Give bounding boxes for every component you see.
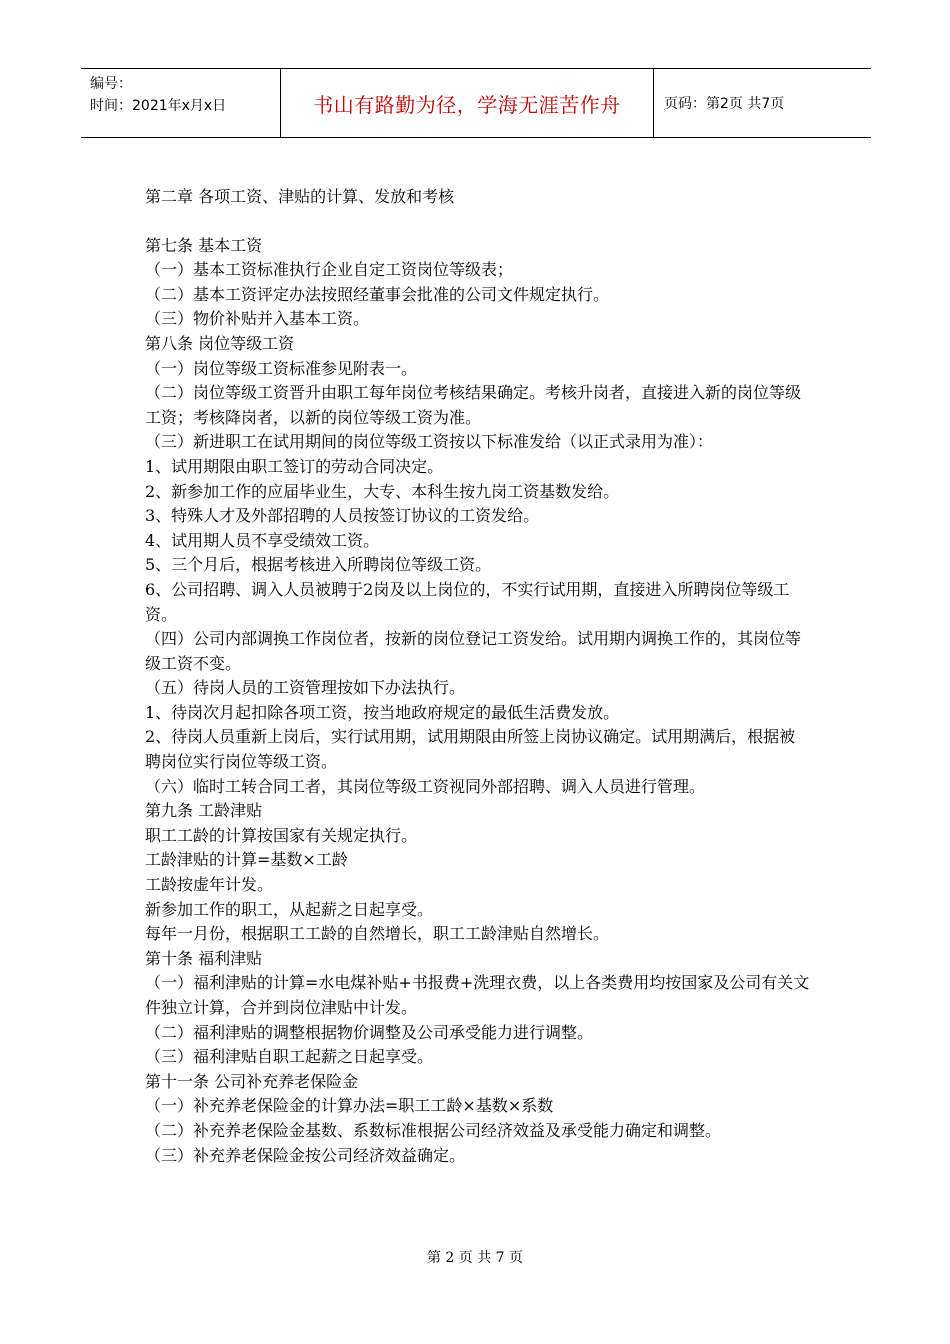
- paragraph: 每年一月份，根据职工工龄的自然增长，职工工龄津贴自然增长。: [145, 924, 610, 944]
- paragraph: 第七条 基本工资: [145, 235, 263, 255]
- paragraph: 第九条 工龄津贴: [145, 801, 263, 821]
- paragraph: 第八条 岗位等级工资: [145, 333, 295, 353]
- paragraph: （二）基本工资评定办法按照经董事会批准的公司文件规定执行。: [145, 284, 610, 304]
- paragraph: 第十一条 公司补充养老保险金: [145, 1071, 359, 1091]
- paragraph: （一）福利津贴的计算=水电煤补贴+书报费+洗理衣费，以上各类费用均按国家及公司有关文件独立计算，合并到岗位津贴中计发。: [145, 973, 810, 1017]
- paragraph: （四）公司内部调换工作岗位者，按新的岗位登记工资发给。试用期内调换工作的，其岗位等级工资不变。: [145, 629, 802, 673]
- paragraph: 4、试用期人员不享受绩效工资。: [145, 530, 380, 550]
- header-motto: 书山有路勤为径，学海无涯苦作舟: [281, 69, 654, 137]
- paragraph: 职工工龄的计算按国家有关规定执行。: [145, 825, 418, 845]
- paragraph-list: [145, 234, 810, 1169]
- paragraph: 1、待岗次月起扣除各项工资，按当地政府规定的最低生活费发放。: [145, 702, 620, 722]
- paragraph: 1、试用期限由职工签订的劳动合同决定。: [145, 456, 444, 476]
- paragraph: 工龄按虚年计发。: [145, 875, 274, 895]
- paragraph: 工龄津贴的计算=基数×工龄: [145, 850, 348, 870]
- paragraph: 6、公司招聘、调入人员被聘于2岗及以上岗位的，不实行试用期，直接进入所聘岗位等级工资。: [145, 579, 790, 624]
- paragraph: （一）基本工资标准执行企业自定工资岗位等级表；: [145, 260, 514, 280]
- paragraph: （三）补充养老保险金按公司经济效益确定。: [145, 1145, 466, 1165]
- paragraph: （三）福利津贴自职工起薪之日起享受。: [145, 1047, 434, 1067]
- date-label: 时间：2021年x月x日: [90, 98, 227, 114]
- page-header: [81, 68, 871, 138]
- document-body: [145, 185, 810, 1168]
- header-meta: [81, 69, 281, 137]
- paragraph: （六）临时工转合同工者，其岗位等级工资视同外部招聘、调入人员进行管理。: [145, 776, 706, 796]
- paragraph: 新参加工作的职工，从起薪之日起享受。: [145, 899, 434, 919]
- chapter-title: 第二章 各项工资、津贴的计算、发放和考核: [145, 187, 455, 206]
- paragraph: （一）岗位等级工资标准参见附表一。: [145, 358, 418, 378]
- paragraph: 2、待岗人员重新上岗后，实行试用期，试用期限由所签上岗协议确定。试用期满后，根据被聘岗位实行岗位等级工资。: [145, 727, 796, 772]
- paragraph: （五）待岗人员的工资管理按如下办法执行。: [145, 678, 466, 698]
- paragraph: （二）补充养老保险金基数、系数标准根据公司经济效益及承受能力确定和调整。: [145, 1120, 722, 1140]
- paragraph: （二）岗位等级工资晋升由职工每年岗位考核结果确定。考核升岗者，直接进入新的岗位等级工资；考核降岗者，以新的岗位等级工资为准。: [145, 383, 802, 427]
- header-page-info: 页码：第2页 共7页: [664, 96, 785, 112]
- paragraph: 3、特殊人才及外部招聘的人员按签订协议的工资发给。: [145, 506, 540, 526]
- page-footer: 第 2 页 共 7 页: [426, 1250, 524, 1266]
- paragraph: 5、三个月后，根据考核进入所聘岗位等级工资。: [145, 555, 492, 575]
- paragraph: （三）新进职工在试用期间的岗位等级工资按以下标准发给（以正式录用为准）：: [145, 432, 714, 452]
- paragraph: （二）福利津贴的调整根据物价调整及公司承受能力进行调整。: [145, 1022, 594, 1042]
- paragraph: （三）物价补贴并入基本工资。: [145, 309, 370, 329]
- paragraph: （一）补充养老保险金的计算办法=职工工龄×基数×系数: [145, 1096, 554, 1116]
- paragraph: 第十条 福利津贴: [145, 948, 263, 968]
- number-label: 编号：: [90, 76, 132, 92]
- paragraph: 2、新参加工作的应届毕业生，大专、本科生按九岗工资基数发给。: [145, 481, 620, 501]
